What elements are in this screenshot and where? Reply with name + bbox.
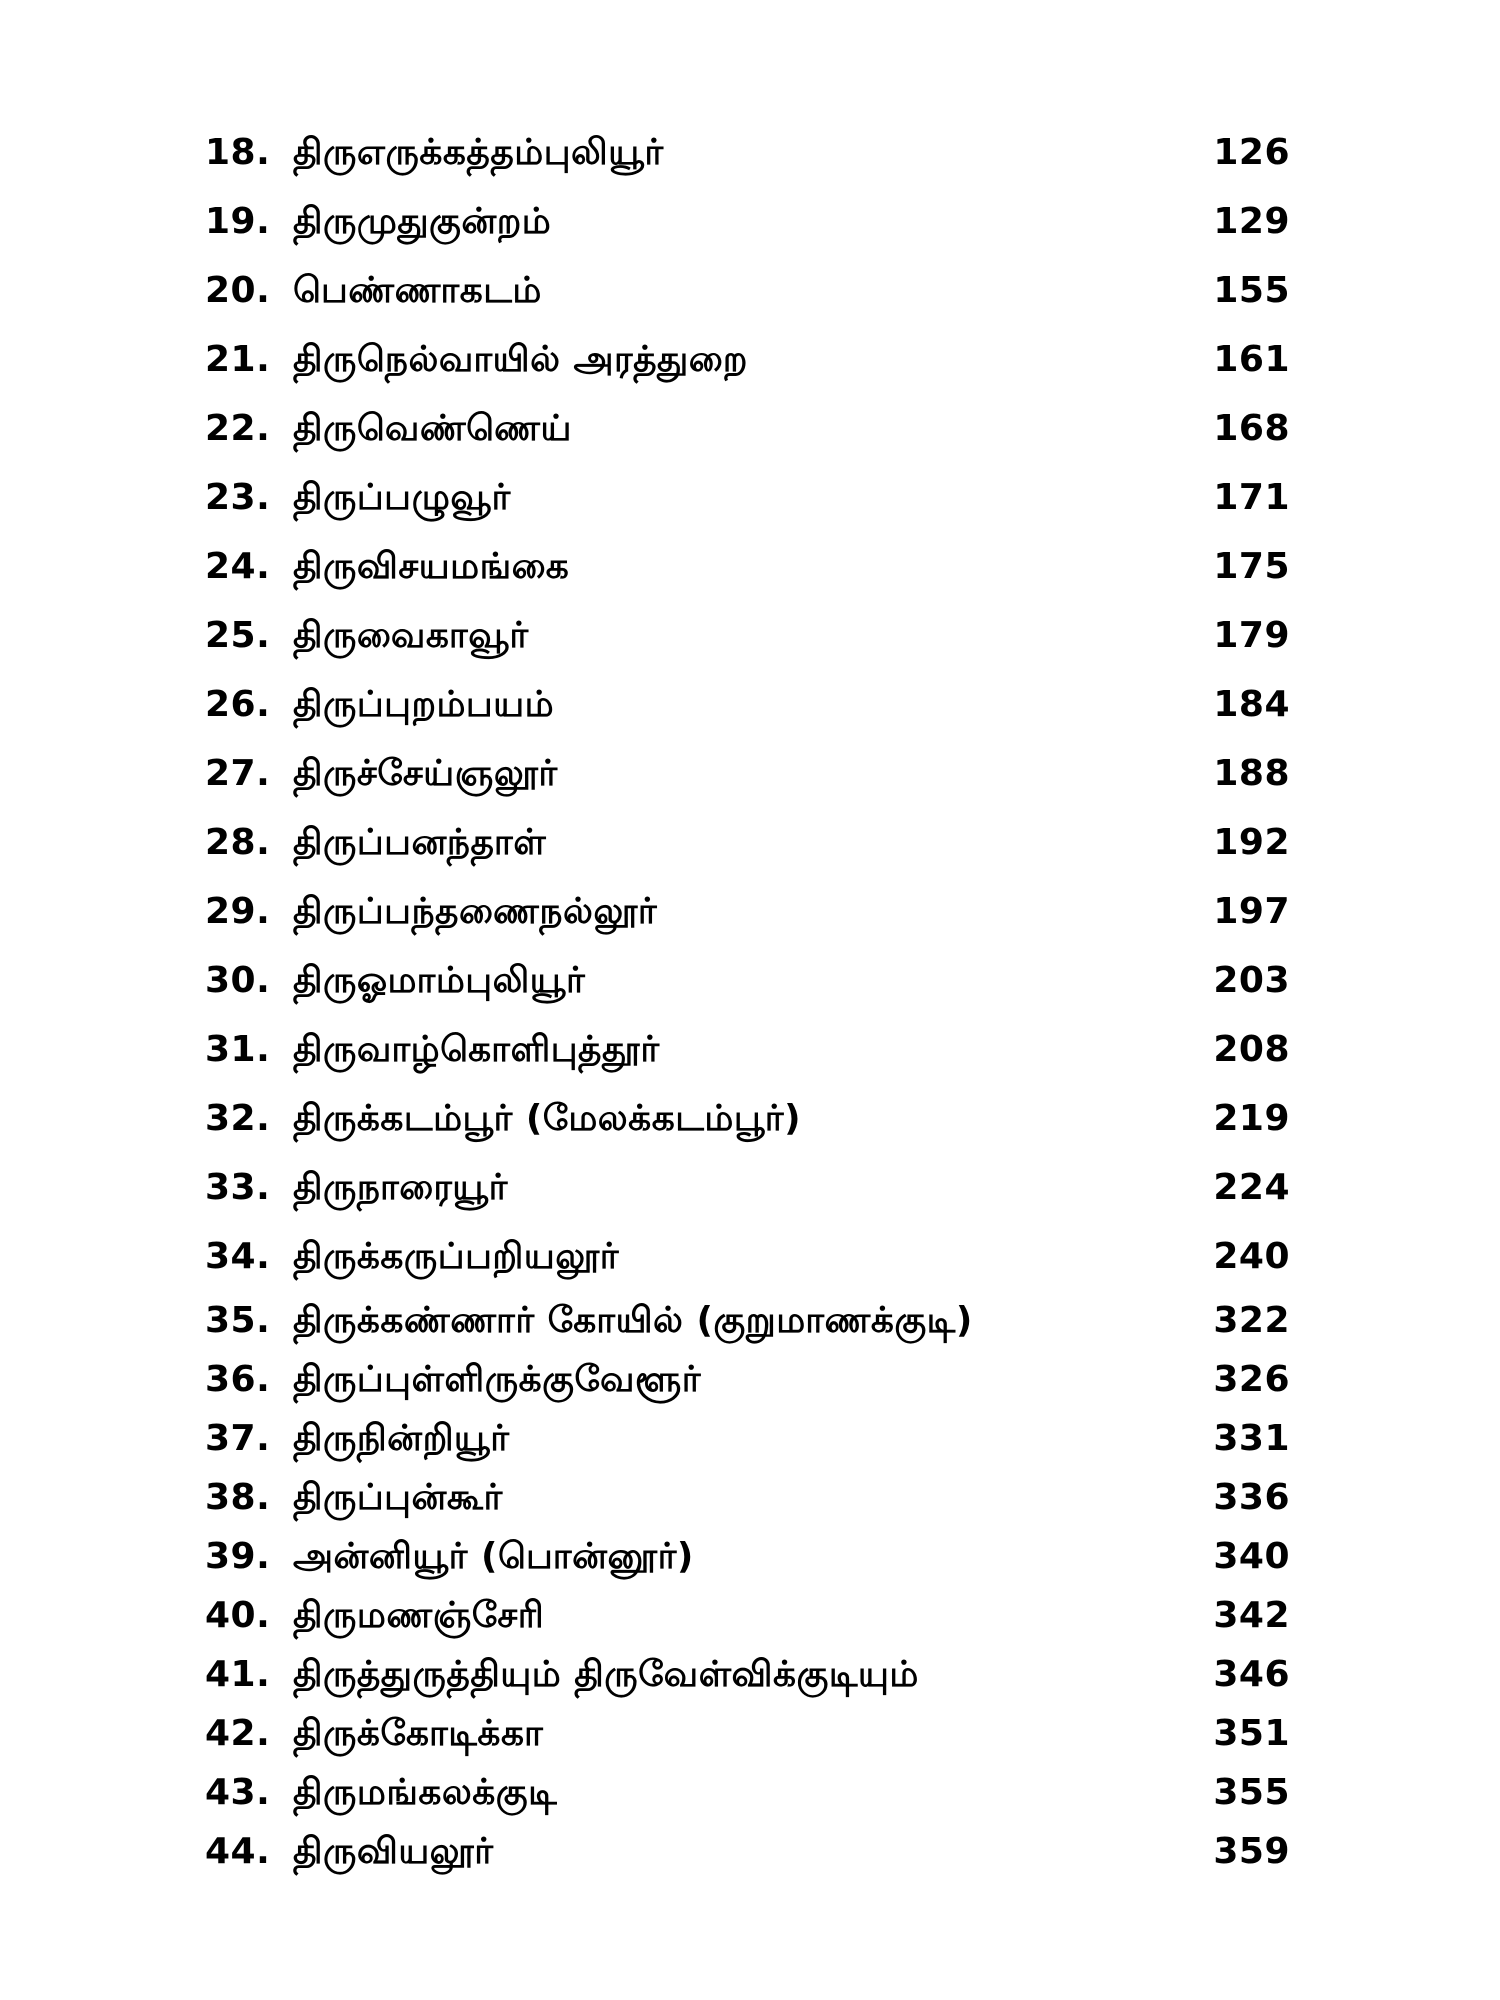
- toc-entry: [205, 394, 1290, 463]
- entry-number: 40.: [205, 1595, 271, 1636]
- entry-title: அன்னியூர் (பொன்னூர்): [293, 1536, 694, 1577]
- entry-page-number: 224: [1213, 1167, 1290, 1208]
- entry-number: 20.: [205, 270, 271, 311]
- toc-entry: [205, 877, 1290, 946]
- entry-title: திருநெல்வாயில் அரத்துறை: [293, 339, 748, 380]
- entry-title: திருப்புன்கூர்: [293, 1477, 503, 1518]
- toc-entry: [205, 1586, 1290, 1645]
- entry-number: 25.: [205, 615, 271, 656]
- toc-entry: [205, 187, 1290, 256]
- toc-entry: [205, 946, 1290, 1015]
- entry-page-number: 197: [1213, 891, 1290, 932]
- toc-entry: [205, 808, 1290, 877]
- entry-page-number: 168: [1213, 408, 1290, 449]
- entry-page-number: 342: [1213, 1595, 1290, 1636]
- entry-page-number: 208: [1213, 1029, 1290, 1070]
- toc-entry: [205, 1645, 1290, 1704]
- toc-entry: [205, 670, 1290, 739]
- entry-number: 18.: [205, 132, 271, 173]
- entry-page-number: 331: [1213, 1418, 1290, 1459]
- entry-title: பெண்ணாகடம்: [293, 270, 542, 311]
- toc-entry: [205, 1527, 1290, 1586]
- entry-number: 21.: [205, 339, 271, 380]
- entry-title: திருமங்கலக்குடி: [293, 1772, 558, 1813]
- entry-title: திருச்சேய்ஞலூர்: [293, 753, 558, 794]
- entry-title: திருஓமாம்புலியூர்: [293, 960, 586, 1001]
- entry-title: திருவாழ்கொளிபுத்தூர்: [293, 1029, 660, 1070]
- entry-title: திருமுதுகுன்றம்: [293, 201, 552, 242]
- toc-entry: [205, 739, 1290, 808]
- entry-title: திருக்கருப்பறியலூர்: [293, 1236, 620, 1277]
- toc-entry: [205, 325, 1290, 394]
- toc-entry: [205, 1222, 1290, 1291]
- entry-page-number: 355: [1213, 1772, 1290, 1813]
- entry-page-number: 351: [1213, 1713, 1290, 1754]
- toc-entry: [205, 463, 1290, 532]
- entry-title: திருக்கண்ணார் கோயில் (குறுமாணக்குடி): [293, 1300, 973, 1341]
- entry-page-number: 219: [1213, 1098, 1290, 1139]
- entry-page-number: 203: [1213, 960, 1290, 1001]
- entry-title: திருநாரையூர்: [293, 1167, 508, 1208]
- entry-page-number: 161: [1213, 339, 1290, 380]
- entry-page-number: 240: [1213, 1236, 1290, 1277]
- toc-entry: [205, 1350, 1290, 1409]
- entry-page-number: 188: [1213, 753, 1290, 794]
- entry-number: 26.: [205, 684, 271, 725]
- entry-number: 29.: [205, 891, 271, 932]
- entry-title: திருத்துருத்தியும் திருவேள்விக்குடியும்: [293, 1654, 919, 1695]
- entry-number: 44.: [205, 1831, 271, 1872]
- entry-page-number: 129: [1213, 201, 1290, 242]
- entry-number: 41.: [205, 1654, 271, 1695]
- entry-title: திருவைகாவூர்: [293, 615, 529, 656]
- toc-entry: [205, 1468, 1290, 1527]
- entry-title: திருப்புறம்பயம்: [293, 684, 555, 725]
- entry-number: 32.: [205, 1098, 271, 1139]
- entry-title: திருக்கோடிக்கா: [293, 1713, 544, 1754]
- entry-number: 27.: [205, 753, 271, 794]
- entry-page-number: 326: [1213, 1359, 1290, 1400]
- entry-page-number: 175: [1213, 546, 1290, 587]
- entry-number: 30.: [205, 960, 271, 1001]
- entry-number: 35.: [205, 1300, 271, 1341]
- entry-number: 33.: [205, 1167, 271, 1208]
- entry-number: 31.: [205, 1029, 271, 1070]
- toc-entry: [205, 1153, 1290, 1222]
- entry-page-number: 336: [1213, 1477, 1290, 1518]
- entry-number: 42.: [205, 1713, 271, 1754]
- entry-number: 28.: [205, 822, 271, 863]
- entry-page-number: 322: [1213, 1300, 1290, 1341]
- toc-entry: [205, 532, 1290, 601]
- toc-entry: [205, 1409, 1290, 1468]
- toc-entry: [205, 1704, 1290, 1763]
- toc-entry: [205, 601, 1290, 670]
- entry-page-number: 171: [1213, 477, 1290, 518]
- entry-number: 36.: [205, 1359, 271, 1400]
- entry-page-number: 192: [1213, 822, 1290, 863]
- table-of-contents: [205, 118, 1290, 1881]
- entry-number: 19.: [205, 201, 271, 242]
- entry-title: திருப்பந்தணைநல்லூர்: [293, 891, 658, 932]
- entry-number: 38.: [205, 1477, 271, 1518]
- entry-title: திருப்புள்ளிருக்குவேளூர்: [293, 1359, 702, 1400]
- entry-page-number: 184: [1213, 684, 1290, 725]
- entry-number: 22.: [205, 408, 271, 449]
- entry-title: திருக்கடம்பூர் (மேலக்கடம்பூர்): [293, 1098, 802, 1139]
- entry-title: திருஎருக்கத்தம்புலியூர்: [293, 132, 664, 173]
- toc-entry: [205, 1015, 1290, 1084]
- toc-entry: [205, 118, 1290, 187]
- toc-entry: [205, 1822, 1290, 1881]
- entry-title: திருநின்றியூர்: [293, 1418, 510, 1459]
- entry-number: 39.: [205, 1536, 271, 1577]
- entry-number: 37.: [205, 1418, 271, 1459]
- entry-title: திருவெண்ணெய்: [293, 408, 572, 449]
- entry-number: 34.: [205, 1236, 271, 1277]
- entry-title: திருமணஞ்சேரி: [293, 1595, 545, 1636]
- entry-page-number: 179: [1213, 615, 1290, 656]
- toc-entry: [205, 1291, 1290, 1350]
- entry-title: திருவிசயமங்கை: [293, 546, 570, 587]
- entry-number: 24.: [205, 546, 271, 587]
- entry-number: 43.: [205, 1772, 271, 1813]
- entry-title: திருவியலூர்: [293, 1831, 494, 1872]
- toc-entry: [205, 256, 1290, 325]
- entry-number: 23.: [205, 477, 271, 518]
- entry-page-number: 126: [1213, 132, 1290, 173]
- toc-entry: [205, 1763, 1290, 1822]
- entry-page-number: 359: [1213, 1831, 1290, 1872]
- entry-page-number: 346: [1213, 1654, 1290, 1695]
- toc-entry: [205, 1084, 1290, 1153]
- entry-title: திருப்பனந்தாள்: [293, 822, 547, 863]
- entry-page-number: 340: [1213, 1536, 1290, 1577]
- entry-page-number: 155: [1213, 270, 1290, 311]
- entry-title: திருப்பழுவூர்: [293, 477, 511, 518]
